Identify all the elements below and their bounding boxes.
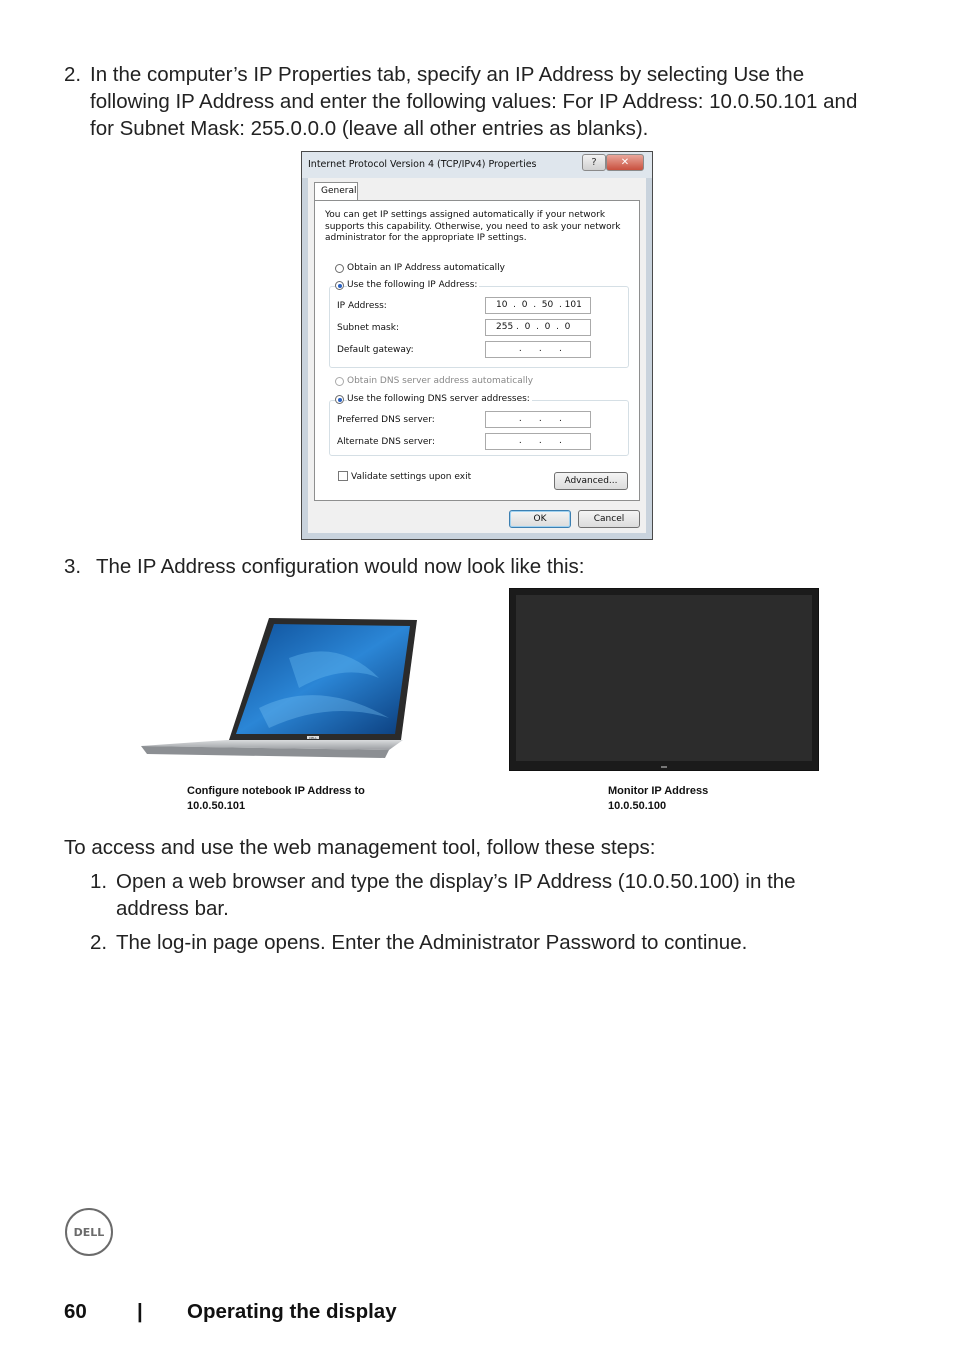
subnet-mask-label: Subnet mask:: [337, 323, 399, 333]
radio-auto-dns-label: Obtain DNS server address automatically: [347, 376, 534, 386]
tab-general[interactable]: General: [314, 182, 358, 201]
ok-button[interactable]: OK: [509, 510, 571, 528]
monitor-illustration: [509, 588, 819, 771]
notebook-caption-line-2: 10.0.50.101: [187, 800, 246, 812]
close-button[interactable]: ✕: [606, 154, 644, 171]
substep-1-number: 1.: [90, 870, 108, 893]
alternate-dns-field[interactable]: . . .: [485, 433, 591, 450]
radio-use-ip-label: Use the following IP Address:: [347, 280, 478, 290]
monitor-caption-line-1: Monitor IP Address: [608, 785, 709, 797]
alternate-dns-label: Alternate DNS server:: [337, 437, 436, 447]
substep-1-text: [116, 868, 906, 922]
laptop-illustration: [139, 618, 421, 770]
validate-checkbox[interactable]: [338, 471, 348, 481]
intro-text: To access and use the web management tool, follow these steps:: [64, 836, 656, 859]
preferred-dns-label: Preferred DNS server:: [337, 415, 435, 425]
default-gateway-field[interactable]: . . .: [485, 341, 591, 358]
radio-use-dns[interactable]: [335, 395, 344, 404]
step-3-number: 3.: [64, 555, 82, 578]
step-2-line-1: In the computer’s IP Properties tab, specify an IP Address by selecting Use the: [90, 63, 805, 86]
radio-auto-dns[interactable]: [335, 377, 344, 386]
radio-auto-ip-label: Obtain an IP Address automatically: [347, 263, 505, 273]
subnet-mask-field[interactable]: 255 . 0 . 0 . 0: [485, 319, 591, 336]
validate-label: Validate settings upon exit: [351, 472, 472, 482]
default-gateway-label: Default gateway:: [337, 345, 414, 355]
help-button[interactable]: ?: [582, 154, 606, 171]
tcpip-properties-dialog: [301, 151, 653, 540]
laptop-logo-text: DELL: [309, 736, 317, 740]
substep-1-line-2: address bar.: [116, 897, 229, 920]
step-2-line-2: following IP Address and enter the following values: For IP Address: 10.0.50.101 and: [90, 90, 858, 113]
monitor-caption-line-2: 10.0.50.100: [608, 800, 667, 812]
footer-separator: |: [137, 1300, 143, 1323]
section-title: Operating the display: [187, 1300, 397, 1323]
radio-auto-ip[interactable]: [335, 264, 344, 273]
page-number: 60: [64, 1300, 87, 1323]
cancel-button[interactable]: Cancel: [578, 510, 640, 528]
preferred-dns-field[interactable]: . . .: [485, 411, 591, 428]
advanced-button[interactable]: Advanced...: [554, 472, 628, 490]
substep-1-line-1: Open a web browser and type the display’s IP Address (10.0.50.100) in the: [116, 870, 796, 893]
monitor-caption: [608, 784, 708, 814]
radio-use-dns-label: Use the following DNS server addresses:: [347, 394, 530, 404]
substep-2-text: [116, 929, 906, 956]
monitor-logo: [661, 766, 667, 768]
monitor-screen: [516, 595, 812, 761]
dialog-title: Internet Protocol Version 4 (TCP/IPv4) Properties: [308, 159, 537, 170]
step-2-text: [90, 61, 910, 142]
ip-address-field[interactable]: 10 . 0 . 50 . 101: [485, 297, 591, 314]
radio-use-ip[interactable]: [335, 281, 344, 290]
step-3-text: The IP Address configuration would now look like this:: [96, 555, 585, 578]
step-2-number: 2.: [64, 63, 82, 86]
dell-logo: [64, 1207, 114, 1257]
step-2-line-3: for Subnet Mask: 255.0.0.0 (leave all other entries as blanks).: [90, 117, 649, 140]
notebook-caption-line-1: Configure notebook IP Address to: [187, 785, 365, 797]
notebook-caption: [187, 784, 365, 814]
substep-2-number: 2.: [90, 931, 108, 954]
substep-2-line-1: The log-in page opens. Enter the Administrator Password to continue.: [116, 931, 748, 954]
dialog-description: You can get IP settings assigned automatically if your network supports this capability. Otherwise, you need to ask your network administrator for the appropriate IP settings.: [325, 210, 621, 243]
ip-address-label: IP Address:: [337, 301, 387, 311]
dell-logo-text: DELL: [73, 1226, 105, 1239]
